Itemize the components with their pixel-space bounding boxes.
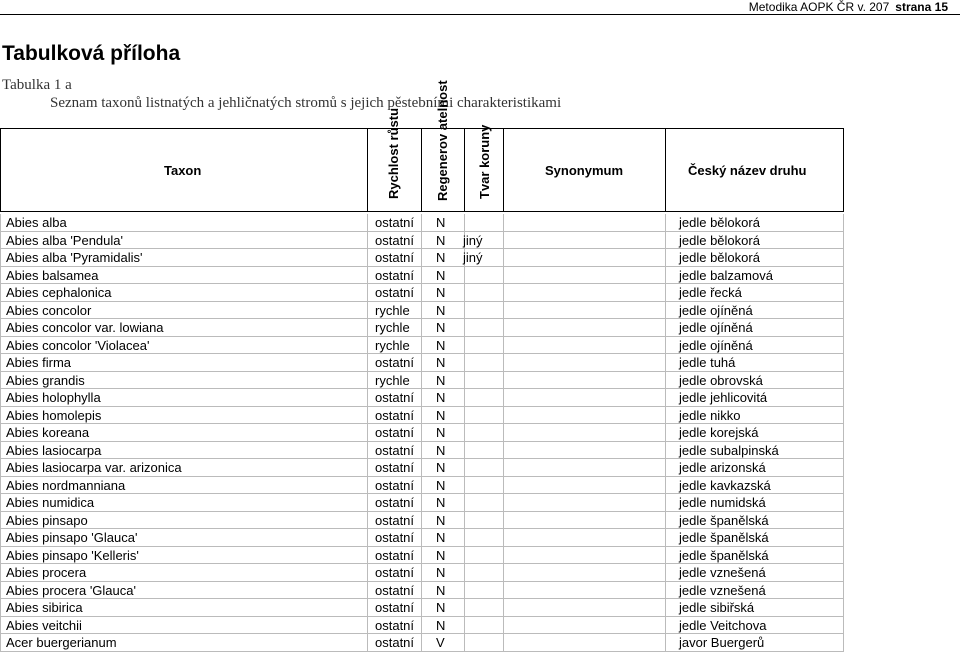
growth-cell: ostatní (375, 355, 415, 370)
czech-name-cell: javor Buergerů (679, 635, 765, 650)
czech-name-cell: jedle bělokorá (679, 232, 760, 248)
regeneration-cell: N (436, 425, 446, 440)
czech-name-cell: jedle ojíněná (679, 302, 753, 318)
taxon-cell: Abies homolepis (6, 407, 102, 423)
column-header-synonymum: Synonymum (545, 163, 624, 178)
regeneration-cell: N (436, 530, 446, 545)
regeneration-cell: N (436, 302, 446, 318)
czech-name-cell: jedle bělokorá (679, 250, 760, 265)
taxon-cell: Abies pinsapo 'Glauca' (6, 530, 138, 545)
czech-name-cell: jedle vznešená (679, 565, 766, 580)
growth-cell: rychle (375, 372, 410, 388)
growth-cell: ostatní (375, 425, 415, 440)
table-caption: Seznam taxonů listnatých a jehličnatých stromů s jejich pěstebními charakteristikami (50, 95, 562, 111)
regeneration-cell: N (436, 215, 446, 230)
taxon-cell: Abies balsamea (6, 267, 99, 283)
growth-cell: ostatní (375, 565, 415, 580)
czech-name-cell: jedle španělská (679, 530, 769, 545)
czech-name-cell: jedle tuhá (679, 355, 736, 370)
czech-name-cell: jedle ojíněná (679, 320, 753, 335)
regeneration-cell: N (436, 547, 446, 563)
taxon-cell: Abies lasiocarpa var. arizonica (6, 460, 182, 475)
table-row (0, 337, 960, 355)
regeneration-cell: N (436, 355, 446, 370)
table-row (0, 232, 960, 250)
table-row (0, 512, 960, 530)
running-header (749, 0, 948, 14)
czech-name-cell: jedle vznešená (679, 582, 766, 598)
growth-cell: ostatní (375, 267, 415, 283)
taxon-cell: Abies procera 'Glauca' (6, 582, 136, 598)
czech-name-cell: jedle španělská (679, 547, 769, 563)
table-row (0, 599, 960, 617)
column-header-taxon: Taxon (164, 163, 202, 178)
regeneration-cell: N (436, 250, 446, 265)
growth-cell: ostatní (375, 495, 415, 510)
taxon-cell: Abies concolor var. lowiana (6, 320, 164, 335)
czech-name-cell: jedle ojíněná (679, 337, 753, 353)
regeneration-cell: N (436, 320, 446, 335)
growth-cell: ostatní (375, 547, 415, 563)
taxon-cell: Abies holophylla (6, 390, 101, 405)
regeneration-cell: N (436, 460, 446, 475)
growth-cell: ostatní (375, 635, 415, 650)
table-row (0, 564, 960, 582)
growth-cell: ostatní (375, 442, 415, 458)
czech-name-cell: jedle kavkazská (679, 477, 771, 493)
table-row (0, 424, 960, 442)
regeneration-cell: N (436, 512, 446, 528)
taxon-cell: Abies alba 'Pendula' (6, 232, 123, 248)
regeneration-cell: N (436, 267, 446, 283)
growth-cell: ostatní (375, 250, 415, 265)
growth-cell: ostatní (375, 460, 415, 475)
regeneration-cell: N (436, 495, 446, 510)
table-row (0, 529, 960, 547)
table-row (0, 459, 960, 477)
regeneration-cell: N (436, 617, 446, 633)
czech-name-cell: jedle Veitchova (679, 617, 767, 633)
regeneration-cell: N (436, 477, 446, 493)
taxon-cell: Abies concolor (6, 302, 92, 318)
taxon-cell: Abies pinsapo (6, 512, 88, 528)
table-row (0, 302, 960, 320)
publication-name: Metodika AOPK ČR (748, 0, 858, 14)
growth-cell: ostatní (375, 530, 415, 545)
page-number: strana 15 (895, 0, 948, 14)
regeneration-cell: N (436, 372, 446, 388)
table-row (0, 284, 960, 302)
growth-cell: rychle (375, 302, 410, 318)
column-header-rychlost: Rychlost růstu (386, 107, 401, 199)
table-row (0, 214, 960, 232)
table-row (0, 477, 960, 495)
growth-cell: ostatní (375, 285, 415, 300)
table-row (0, 582, 960, 600)
regeneration-cell: N (436, 390, 446, 405)
growth-cell: ostatní (375, 477, 415, 493)
taxon-cell: Abies alba (6, 215, 67, 230)
czech-name-cell: jedle jehlicovitá (679, 390, 768, 405)
growth-cell: ostatní (375, 407, 415, 423)
taxon-cell: Abies pinsapo 'Kelleris' (6, 547, 139, 563)
czech-name-cell: jedle arizonská (679, 460, 766, 475)
taxon-cell: Abies concolor 'Violacea' (6, 337, 150, 353)
czech-name-cell: jedle balzamová (679, 267, 773, 283)
table-row (0, 354, 960, 372)
taxon-cell: Abies alba 'Pyramidalis' (6, 250, 143, 265)
growth-cell: ostatní (375, 582, 415, 598)
czech-name-cell: jedle sibiřská (679, 600, 755, 615)
taxon-cell: Abies lasiocarpa (6, 442, 102, 458)
growth-cell: ostatní (375, 215, 415, 230)
growth-cell: ostatní (375, 600, 415, 615)
header-rule (0, 14, 960, 15)
czech-name-cell: jedle korejská (679, 425, 759, 440)
growth-cell: ostatní (375, 390, 415, 405)
table-row (0, 617, 960, 635)
growth-cell: rychle (375, 337, 410, 353)
growth-cell: ostatní (375, 512, 415, 528)
crown-shape-cell: jiný (463, 250, 483, 265)
taxon-cell: Abies firma (6, 355, 72, 370)
czech-name-cell: jedle nikko (679, 407, 741, 423)
growth-cell: ostatní (375, 617, 415, 633)
table-row (0, 494, 960, 512)
table-row (0, 442, 960, 460)
table-row (0, 407, 960, 425)
regeneration-cell: N (436, 407, 446, 423)
column-header-regenerovatelnost: Regenerov atelnost (435, 80, 450, 201)
table-row (0, 547, 960, 565)
page-title: Tabulková příloha (2, 42, 181, 65)
table-row (0, 249, 960, 267)
czech-name-cell: jedle numidská (679, 495, 766, 510)
taxon-cell: Abies sibirica (6, 600, 83, 615)
table-row (0, 634, 960, 652)
growth-cell: rychle (375, 320, 410, 335)
version: v. 207 (857, 0, 890, 14)
regeneration-cell: V (436, 635, 445, 650)
czech-name-cell: jedle řecká (679, 285, 742, 300)
regeneration-cell: N (436, 582, 446, 598)
table-row (0, 389, 960, 407)
table-body (0, 214, 960, 652)
regeneration-cell: N (436, 600, 446, 615)
regeneration-cell: N (436, 285, 446, 300)
table-number: Tabulka 1 a (2, 77, 72, 93)
table-row (0, 267, 960, 285)
column-header-tvar: Tvar koruny (477, 124, 492, 199)
taxon-cell: Acer buergerianum (6, 635, 117, 650)
czech-name-cell: jedle subalpinská (679, 442, 779, 458)
czech-name-cell: jedle obrovská (679, 372, 763, 388)
regeneration-cell: N (436, 232, 446, 248)
taxon-cell: Abies koreana (6, 425, 90, 440)
taxon-cell: Abies nordmanniana (6, 477, 126, 493)
taxon-cell: Abies cephalonica (6, 285, 112, 300)
czech-name-cell: jedle španělská (679, 512, 769, 528)
taxon-cell: Abies veitchii (6, 617, 82, 633)
taxon-cell: Abies grandis (6, 372, 85, 388)
table-row (0, 319, 960, 337)
growth-cell: ostatní (375, 232, 415, 248)
crown-shape-cell: jiný (463, 232, 483, 248)
regeneration-cell: N (436, 337, 446, 353)
taxon-cell: Abies numidica (6, 495, 95, 510)
column-header-cesky-nazev: Český název druhu (688, 163, 807, 178)
regeneration-cell: N (436, 442, 446, 458)
table-row (0, 372, 960, 390)
czech-name-cell: jedle bělokorá (679, 215, 760, 230)
taxon-cell: Abies procera (6, 565, 87, 580)
regeneration-cell: N (436, 565, 446, 580)
